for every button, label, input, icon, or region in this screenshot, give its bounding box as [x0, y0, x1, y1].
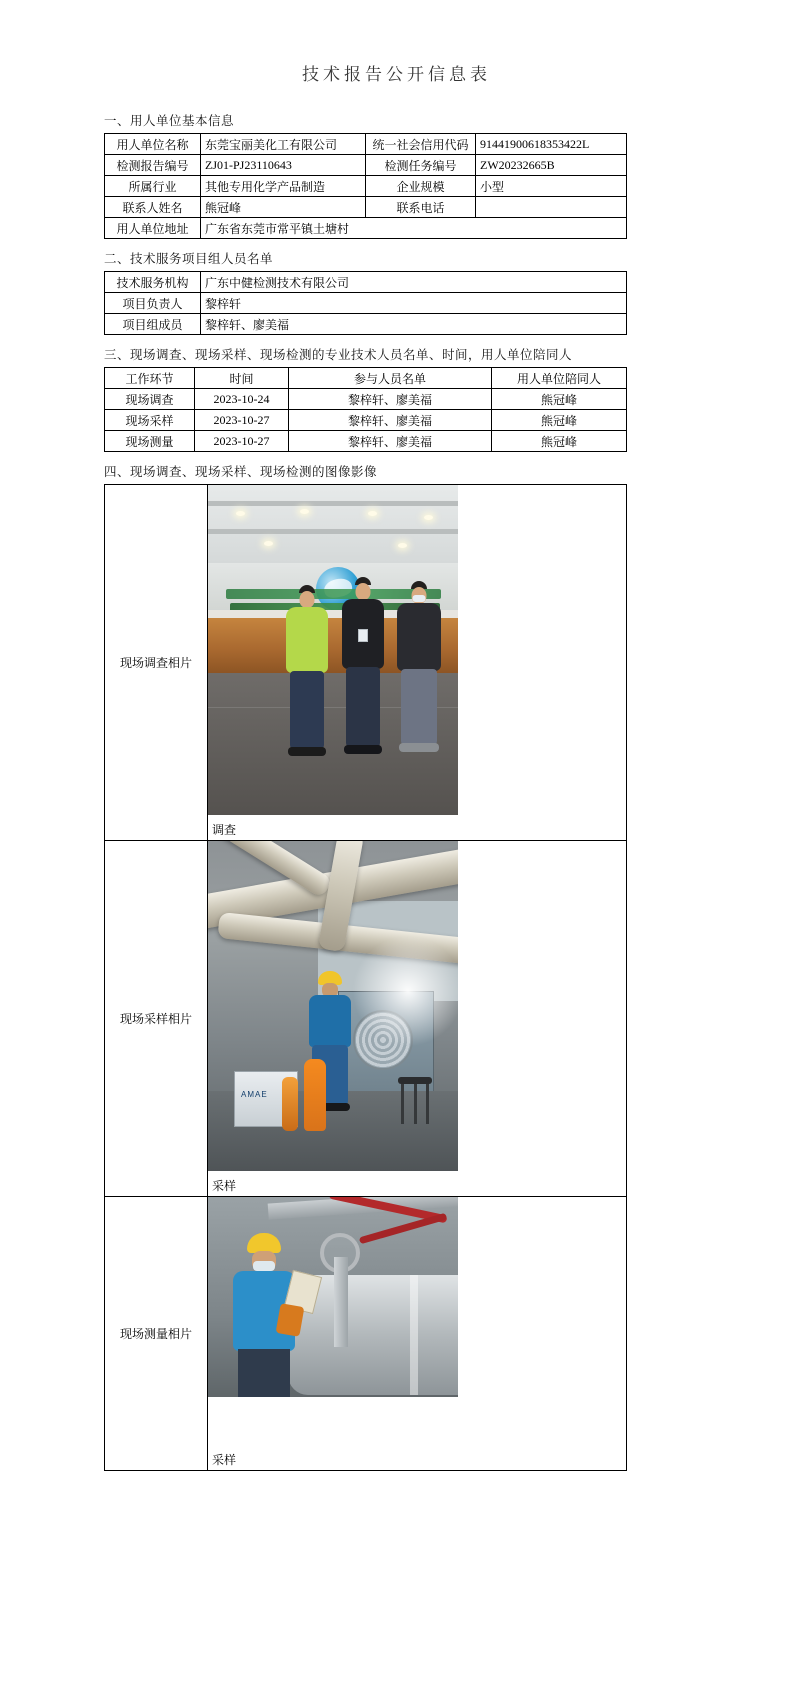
face-mask: [253, 1261, 275, 1271]
table-row: [105, 389, 627, 410]
head: [356, 583, 371, 600]
torso: [286, 607, 328, 673]
row-value-industry: 其他专用化学产品制造: [201, 176, 366, 197]
row-value-project-leader: 黎梓轩: [201, 293, 627, 314]
cell-participants: 黎梓轩、廖美福: [289, 431, 492, 452]
row-value-scale: 小型: [476, 176, 627, 197]
stool-leg: [401, 1084, 404, 1124]
row-label-credit-code: 统一社会信用代码: [366, 134, 476, 155]
stool-leg: [414, 1084, 417, 1124]
red-pipe: [359, 1213, 447, 1245]
photo-label-measurement: 现场测量相片: [105, 1197, 208, 1471]
head: [300, 591, 315, 608]
cell-date: 2023-10-27: [195, 410, 289, 431]
handheld-meter: [276, 1303, 305, 1337]
ceiling-light: [236, 511, 245, 516]
table-row: [105, 314, 627, 335]
col-header-date: 时间: [195, 368, 289, 389]
section-4-heading: 四、现场调查、现场采样、现场检测的图像影像: [104, 465, 378, 479]
row-value-company-name: 东莞宝丽美化工有限公司: [201, 134, 366, 155]
row-label-agency: 技术服务机构: [105, 272, 201, 293]
table-row: [105, 218, 627, 239]
person-dark-jacket: [392, 581, 446, 777]
row-value-contact-name: 熊冠峰: [201, 197, 366, 218]
table-row: [105, 410, 627, 431]
cell-escort: 熊冠峰: [492, 410, 627, 431]
row-label-contact-name: 联系人姓名: [105, 197, 201, 218]
table-row: [105, 155, 627, 176]
stool-leg: [426, 1084, 429, 1124]
site-activity-table: [104, 367, 627, 452]
row-label-scale: 企业规模: [366, 176, 476, 197]
ceiling-light: [424, 515, 433, 520]
tank-highlight: [410, 1275, 418, 1395]
shoes: [344, 745, 382, 754]
table-row: [105, 134, 627, 155]
row-value-task-no: ZW20232665B: [476, 155, 627, 176]
ceiling-beam: [208, 529, 458, 534]
section-1-heading: 一、用人单位基本信息: [104, 114, 235, 128]
legs: [238, 1349, 290, 1397]
photo-row-sampling: [105, 841, 627, 1197]
col-header-step: 工作环节: [105, 368, 195, 389]
row-value-contact-phone: [476, 197, 627, 218]
worker-measuring: [224, 1233, 304, 1393]
cell-step: 现场测量: [105, 431, 195, 452]
table-row: [105, 176, 627, 197]
orange-sampler: [304, 1059, 326, 1131]
ceiling-beam: [208, 501, 458, 506]
vertical-pipe: [334, 1257, 348, 1347]
torso: [309, 995, 351, 1047]
row-label-report-no: 检测报告编号: [105, 155, 201, 176]
row-label-contact-phone: 联系电话: [366, 197, 476, 218]
photo-caption-survey: 调查: [212, 823, 237, 837]
id-badge: [358, 629, 368, 642]
stool: [398, 1077, 432, 1125]
photo-row-measurement: [105, 1197, 627, 1471]
photo-label-sampling: 现场采样相片: [105, 841, 208, 1197]
site-measurement-photo: [208, 1197, 458, 1397]
ceiling-light: [368, 511, 377, 516]
stool-seat: [398, 1077, 432, 1084]
cell-escort: 熊冠峰: [492, 431, 627, 452]
legs: [346, 667, 380, 747]
cell-step: 现场调查: [105, 389, 195, 410]
site-photos-table: [104, 484, 627, 1471]
hard-hat: [247, 1233, 281, 1253]
person-green-shirt: [280, 585, 334, 775]
table-row: [105, 293, 627, 314]
section-2-heading: 二、技术服务项目组人员名单: [104, 252, 274, 266]
site-sampling-photo: [208, 841, 458, 1171]
col-header-participants: 参与人员名单: [289, 368, 492, 389]
photo-label-survey: 现场调查相片: [105, 485, 208, 841]
row-label-project-members: 项目组成员: [105, 314, 201, 335]
row-label-industry: 所属行业: [105, 176, 201, 197]
shoes: [288, 747, 326, 756]
site-survey-photo: [208, 485, 458, 815]
row-label-address: 用人单位地址: [105, 218, 201, 239]
row-value-agency: 广东中健检测技术有限公司: [201, 272, 627, 293]
shoes: [399, 743, 439, 752]
legs: [401, 669, 437, 745]
photo-caption-sampling: 采样: [212, 1179, 237, 1193]
ceiling-light: [300, 509, 309, 514]
torso: [397, 603, 441, 671]
row-label-project-leader: 项目负责人: [105, 293, 201, 314]
row-value-address: 广东省东莞市常平镇土塘村: [201, 218, 627, 239]
row-label-company-name: 用人单位名称: [105, 134, 201, 155]
employer-info-table: [104, 133, 627, 239]
cell-date: 2023-10-24: [195, 389, 289, 410]
section-3-heading: 三、现场调查、现场采样、现场检测的专业技术人员名单、时间，用人单位陪同人: [104, 348, 573, 362]
cell-participants: 黎梓轩、廖美福: [289, 410, 492, 431]
orange-sampler: [282, 1077, 298, 1131]
ceiling-light: [264, 541, 273, 546]
photo-row-survey: [105, 485, 627, 841]
row-value-credit-code: 91441900618353422L: [476, 134, 627, 155]
photo-caption-measurement: 采样: [212, 1453, 237, 1467]
cell-step: 现场采样: [105, 410, 195, 431]
project-team-table: [104, 271, 627, 335]
row-value-report-no: ZJ01-PJ23110643: [201, 155, 366, 176]
window-glare: [348, 931, 458, 1051]
table-row: [105, 431, 627, 452]
cell-participants: 黎梓轩、廖美福: [289, 389, 492, 410]
table-row: [105, 272, 627, 293]
ceiling: [208, 485, 458, 563]
cell-date: 2023-10-27: [195, 431, 289, 452]
row-value-project-members: 黎梓轩、廖美福: [201, 314, 627, 335]
col-header-escort: 用人单位陪同人: [492, 368, 627, 389]
table-row: [105, 197, 627, 218]
instrument-brand-label: AMAE: [241, 1090, 268, 1099]
cell-escort: 熊冠峰: [492, 389, 627, 410]
ceiling-light: [398, 543, 407, 548]
row-label-task-no: 检测任务编号: [366, 155, 476, 176]
legs: [290, 671, 324, 749]
page-title: 技术报告公开信息表: [302, 65, 491, 84]
table-header-row: [105, 368, 627, 389]
face-mask: [413, 595, 426, 602]
person-black-shirt: [336, 577, 390, 777]
